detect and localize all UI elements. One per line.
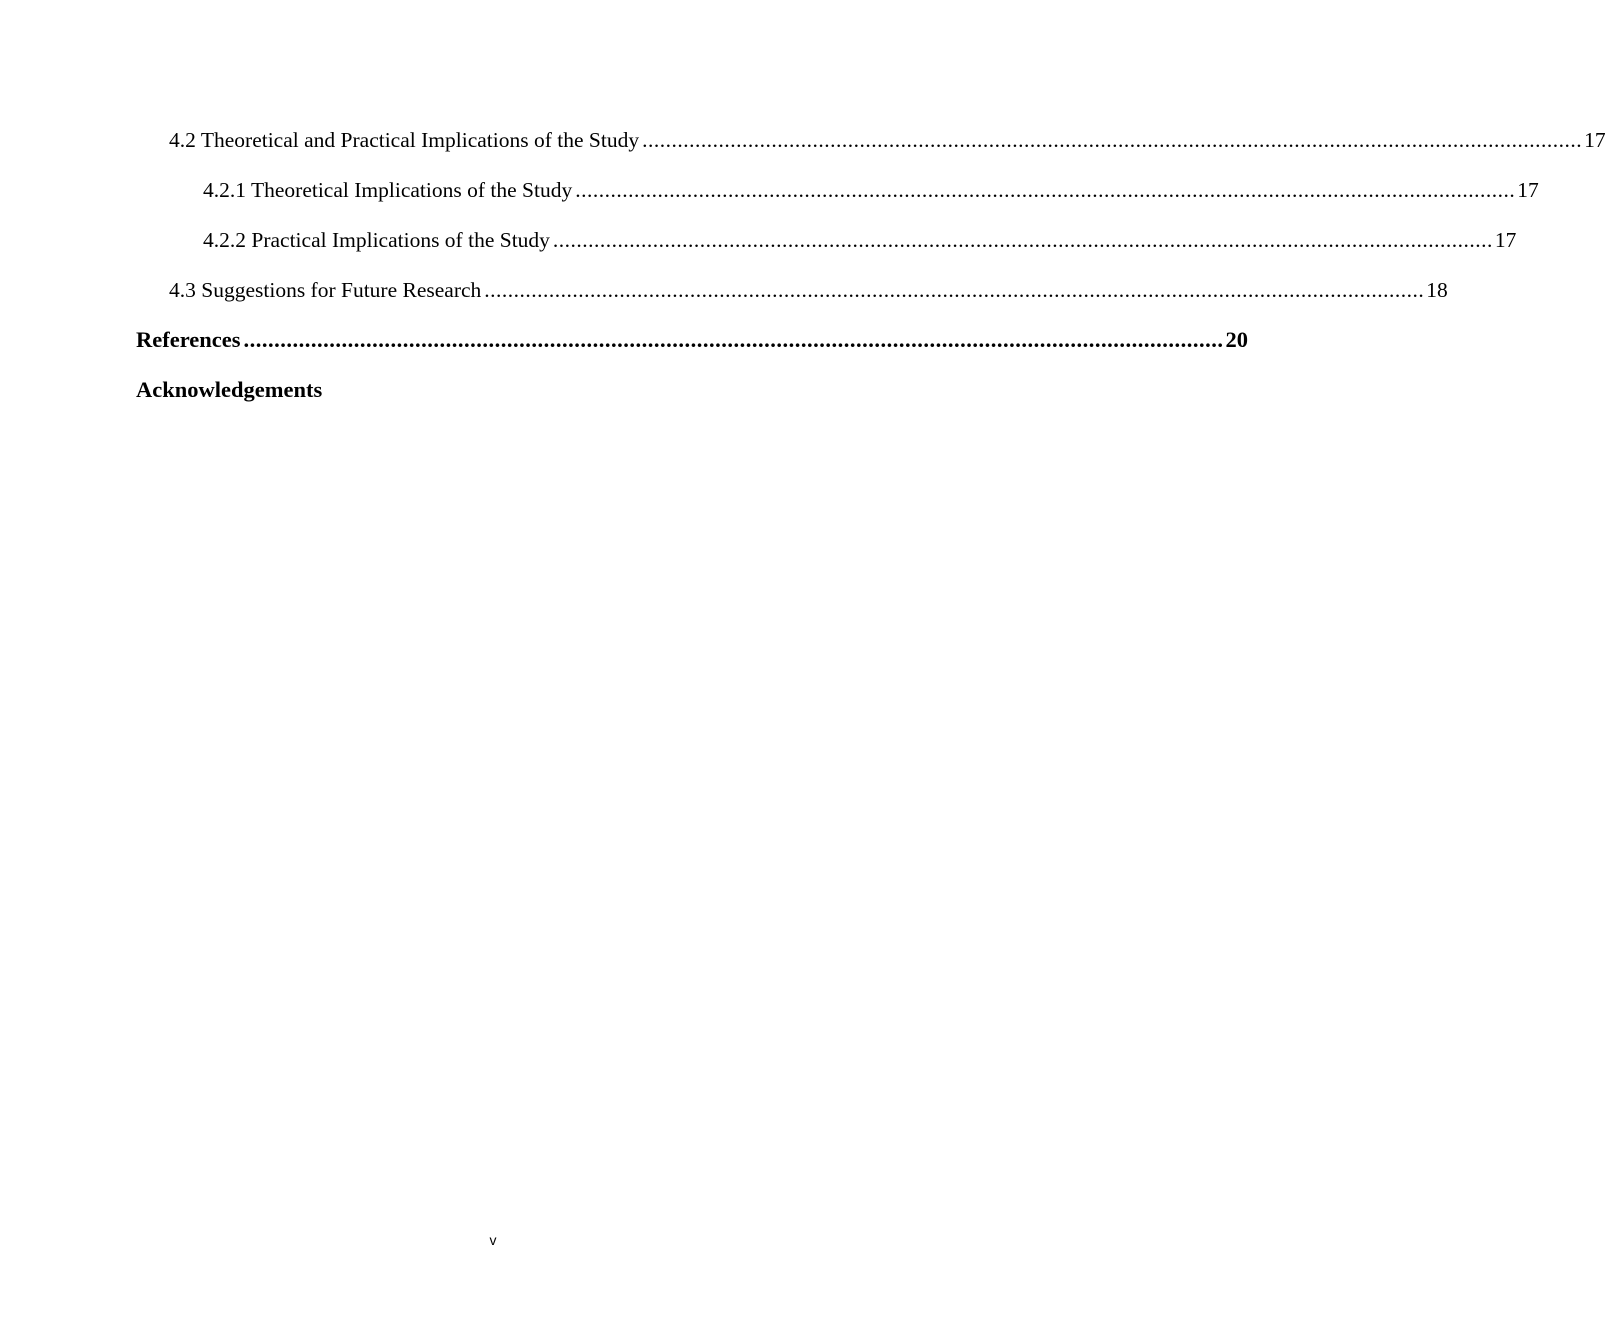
toc-entry-page: 18 (1426, 278, 1448, 302)
toc-entry-label: 4.2.2 Practical Implications of the Study (203, 228, 550, 252)
toc-leader-dots: ................................................................................................................................................................ (642, 128, 1583, 152)
toc-entry-page: 17 (1584, 128, 1606, 152)
page-number: v (489, 1232, 497, 1248)
toc-entry-label: 4.2.1 Theoretical Implications of the Study (203, 178, 573, 202)
toc-entry-page: 20 (1225, 327, 1249, 352)
toc-entry-label: Acknowledgements (136, 377, 323, 402)
toc-entry-label: 4.3 Suggestions for Future Research (169, 278, 482, 302)
toc-entry-label: References (136, 327, 241, 352)
toc-entry-references[interactable] (136, 325, 1249, 355)
toc-entry-4-2-2[interactable] (203, 225, 1517, 255)
toc-leader-dots: ................................................................................................................................................................ (243, 327, 1224, 352)
toc-leader-dots: ................................................................................................................................................................ (484, 278, 1425, 302)
toc-entry-page: 17 (1494, 228, 1517, 252)
toc-entry-acknowledgements[interactable] (136, 375, 850, 405)
toc-entry-4-2-1[interactable] (203, 175, 1539, 205)
toc-leader-dots: ................................................................................................................................................................ (552, 228, 1493, 252)
toc-entry-4-3[interactable] (169, 275, 1448, 305)
toc-entry-page: 17 (1517, 178, 1539, 202)
toc-entry-label: 4.2 Theoretical and Practical Implications of the Study (169, 128, 640, 152)
toc-leader-dots: ................................................................................................................................................................ (575, 178, 1516, 202)
toc-entry-4-2[interactable] (169, 125, 1606, 155)
